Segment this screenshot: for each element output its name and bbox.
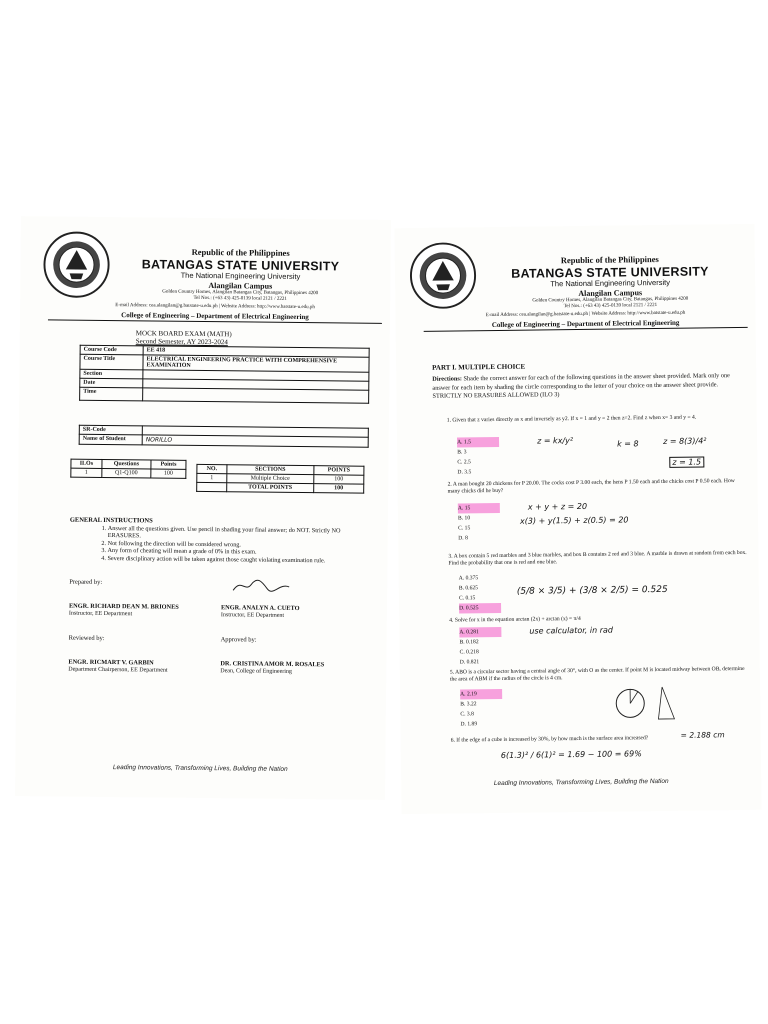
choice-selected[interactable]: A. 1.5 xyxy=(457,437,499,448)
table-row xyxy=(79,434,368,447)
republic-line: Republic of the Philippines xyxy=(560,253,659,266)
table-row xyxy=(80,387,369,403)
ilo-header: ILOs xyxy=(71,459,102,468)
choice[interactable]: B. 3 xyxy=(457,449,467,456)
section-label: Section xyxy=(80,369,143,379)
signature-icon xyxy=(231,576,291,595)
cover-page xyxy=(15,216,391,800)
approver-role: Dean, College of Engineering xyxy=(220,668,292,676)
choices-1 xyxy=(457,437,499,478)
section-name-cell: Multiple Choice xyxy=(227,474,314,484)
directions-label: Directions: xyxy=(432,375,462,383)
choice[interactable]: C. 0.218 xyxy=(459,649,479,656)
question-3: 3. A box contain 5 red marbles and 3 blue marbles, and box B contains 2 red and 3 blue. A marble is drawn at random from each box. Find the probability that one is red and one blue. xyxy=(448,549,747,567)
exam-page xyxy=(394,224,761,814)
choice[interactable]: B. 3.22 xyxy=(460,701,477,708)
choice[interactable]: B. 10 xyxy=(457,515,471,522)
choice[interactable]: C. 3.8 xyxy=(460,711,474,718)
question-4: 4. Solve for x in the equation arctan (2x) + arctan (x) = π/4 xyxy=(449,615,581,624)
table-row xyxy=(71,468,186,478)
handwritten-work: (5/8 × 3/5) + (3/8 × 2/5) = 0.525 xyxy=(516,584,668,597)
choices-5 xyxy=(460,689,502,730)
college-department: College of Engineering – Department of Electrical Engineering xyxy=(48,310,382,323)
course-title-value: ELECTRICAL ENGINEERING PRACTICE WITH COMPREHENSIVE EXAMINATION xyxy=(143,355,369,372)
sections-table xyxy=(196,464,364,494)
republic-line: Republic of the Philippines xyxy=(191,246,290,258)
choice-selected[interactable]: D. 0.525 xyxy=(459,603,501,614)
choice[interactable]: A. 0.375 xyxy=(458,575,479,582)
directions-text: Shade the correct answer for each of the following questions in the answer sheet provided. Mark only one answer for each item by shading the circle corresponding to the letter of your choice on the answer sheet provide. STRICTLY NO ERASURES ALLOWED (ILO 3) xyxy=(432,372,731,400)
empty-cell xyxy=(197,482,227,491)
questions-cell: Q1-Q100 xyxy=(102,468,151,478)
course-code-value: EE 418 xyxy=(143,346,369,357)
choice[interactable]: B. 0.182 xyxy=(459,639,479,646)
total-value: 100 xyxy=(314,484,364,494)
points-cell: 100 xyxy=(151,469,186,478)
instruction-item: 1. Answer all the questions given. Use pencil in shading your final answer; do NOT. Strictly NO ERASURES. xyxy=(108,525,370,543)
ilo-cell: 1 xyxy=(71,468,102,477)
table-row xyxy=(197,482,364,493)
choice-selected[interactable]: A. 2.19 xyxy=(460,689,502,700)
university-tagline: The National Engineering University xyxy=(180,270,301,282)
student-name-label: Name of Student xyxy=(79,434,142,445)
question-6: 6. If the edge of a cube is increased by 30%, by how much is the surface area increased? xyxy=(450,735,649,744)
sr-code-label: SR-Code xyxy=(79,425,142,435)
reviewer xyxy=(68,659,167,675)
time-value[interactable] xyxy=(143,388,369,403)
choices-3 xyxy=(459,573,501,614)
preparer-2-role: Instructor, EE Department xyxy=(220,612,285,620)
choice-selected[interactable]: A. 0.281 xyxy=(459,627,501,638)
date-label: Date xyxy=(80,378,143,388)
preparer-1-name: ENGR. RICHARD DEAN M. BRIONES xyxy=(68,602,179,611)
handwritten-work: 6(1.3)² / 6(1)² = 1.69 − 100 = 69% xyxy=(500,749,642,760)
student-name-value[interactable]: NORILLO xyxy=(142,435,368,447)
campus-address: Golden Country Homes, Alangilan Batangas City, Batangas, Philippines 4200 xyxy=(162,289,319,297)
choice[interactable]: D. 8 xyxy=(458,535,468,542)
university-tagline: The National Engineering University xyxy=(550,278,671,289)
choices-4 xyxy=(459,627,501,668)
question-5: 5. ABO is a circular sector having a central angle of 30°, with O as the center. If point M is located midway between OB, determine the area of ABM if the radius of the circle is 4 cm. xyxy=(449,665,745,683)
university-name: BATANGAS STATE UNIVERSITY xyxy=(141,257,340,274)
approved-by-label: Approved by: xyxy=(220,636,257,644)
campus-name: Alangilan Campus xyxy=(208,280,273,291)
exam-title-block xyxy=(136,329,232,346)
question-2: 2. A man bought 20 chickens for P 20.00. The cocks cost P 3.00 each, the hens P 1.50 each and the chicks cost P 0.50 each. How many chicks did he buy? xyxy=(447,478,735,495)
letterhead xyxy=(90,247,391,304)
handwritten-work: k = 8 xyxy=(617,439,639,449)
prepared-by-label: Prepared by: xyxy=(69,578,103,586)
university-name: BATANGAS STATE UNIVERSITY xyxy=(511,264,709,281)
handwritten-work: z = kx/y² xyxy=(536,436,574,446)
preparer-1-role: Instructor, EE Department xyxy=(68,610,133,618)
points-header: Points xyxy=(151,460,186,469)
choice[interactable]: C. 15 xyxy=(458,525,471,532)
course-title-label: Course Title xyxy=(80,354,143,370)
handwritten-work: z = 1.5 xyxy=(669,456,704,467)
choice[interactable]: C. 0.15 xyxy=(458,595,476,602)
instructions-title: GENERAL INSTRUCTIONS xyxy=(69,516,153,525)
preparer-2-name: ENGR. ANALYN A. CUETO xyxy=(220,604,300,613)
letterhead xyxy=(465,254,756,311)
section-points-cell: 100 xyxy=(314,475,364,485)
no-header: NO. xyxy=(197,464,227,473)
directions xyxy=(432,372,732,401)
footer-motto: Leading Innovations, Transforming Lives, Building the Nation xyxy=(112,764,288,773)
approver-name: DR. CRISTINA AMOR M. ROSALES xyxy=(220,660,325,669)
choice[interactable]: D. 3.5 xyxy=(457,469,472,476)
handwritten-work: use calculator, in rad xyxy=(529,625,614,636)
handwritten-work: = 2.188 cm xyxy=(680,730,725,740)
reviewed-by-label: Reviewed by: xyxy=(68,634,105,642)
handwritten-work: x(3) + y(1.5) + z(0.5) = 20 xyxy=(519,515,629,526)
choice-selected[interactable]: A. 15 xyxy=(458,503,500,514)
ilo-table xyxy=(70,459,186,479)
preparer-1 xyxy=(69,603,179,620)
reviewer-name: ENGR. RICMART V. GARBIN xyxy=(68,658,154,667)
student-table xyxy=(79,425,369,448)
course-info-table xyxy=(79,345,370,404)
exam-title: MOCK BOARD EXAM (MATH) xyxy=(135,329,232,339)
reviewer-role: Department Chairperson, EE Department xyxy=(68,666,168,674)
choices-2 xyxy=(458,503,500,544)
instruction-item: 3. Any form of cheating will mean a grade of 0% in this exam. xyxy=(108,547,370,557)
choice[interactable]: D. 1.89 xyxy=(460,721,478,728)
footer-motto: Leading Innovations, Transforming Lives, Building the Nation xyxy=(493,777,669,788)
general-instructions xyxy=(69,517,369,565)
time-label: Time xyxy=(80,387,143,401)
course-code-label: Course Code xyxy=(80,345,143,355)
college-department: College of Engineering – Department of Electrical Engineering xyxy=(424,318,748,332)
approver xyxy=(220,660,324,676)
email-line: E-mail Address: cea.alangilan@g.batstate-u.edu.ph | Website Address: http://www.batstate-u.edu.ph xyxy=(115,303,315,311)
sections-header: SECTIONS xyxy=(227,465,314,475)
choice[interactable]: C. 2.5 xyxy=(457,459,471,466)
sector-sketch-icon xyxy=(612,681,683,728)
campus-address: Golden Country Homes, Alangilan Batangas City, Batangas, Philippines 4200 xyxy=(532,296,689,304)
total-label: TOTAL POINTS xyxy=(227,483,314,493)
choice[interactable]: D. 0.821 xyxy=(459,659,480,666)
questions-header: Questions xyxy=(102,459,151,469)
instruction-item: 4. Severe disciplinary action will be taken against those caught violating examination rule. xyxy=(107,555,369,565)
instruction-item: 2. Not following the direction will be considered wrong. xyxy=(108,540,370,550)
email-line: E-mail Address: cea.alangilan@g.batstate-u.edu.ph | Website Address: http://www.batstate-u.edu.ph xyxy=(485,310,686,319)
semester: Second Semester, AY 2023-2024 xyxy=(135,337,228,347)
section-points-header: POINTS xyxy=(314,466,364,476)
preparer-2 xyxy=(221,604,300,620)
part-title: PART I. MULTIPLE CHOICE xyxy=(432,362,526,372)
handwritten-work: z = 8(3)/4² xyxy=(663,436,707,446)
handwritten-work: x + y + z = 20 xyxy=(527,501,588,512)
no-cell: 1 xyxy=(197,473,227,482)
campus-name: Alangilan Campus xyxy=(578,287,643,298)
telephone: Tel Nos.: (+63 43) 425-0139 local 2121 / 2221 xyxy=(563,302,658,309)
telephone: Tel Nos.: (+63 43) 425-0139 local 2121 / 2221 xyxy=(193,295,287,302)
question-1: 1. Given that z varies directly as x and inversely as y2. If x = 1 and y = 2 then z=2. Find z when x= 3 and y = 4. xyxy=(446,414,697,424)
choice[interactable]: B. 0.625 xyxy=(458,585,478,592)
